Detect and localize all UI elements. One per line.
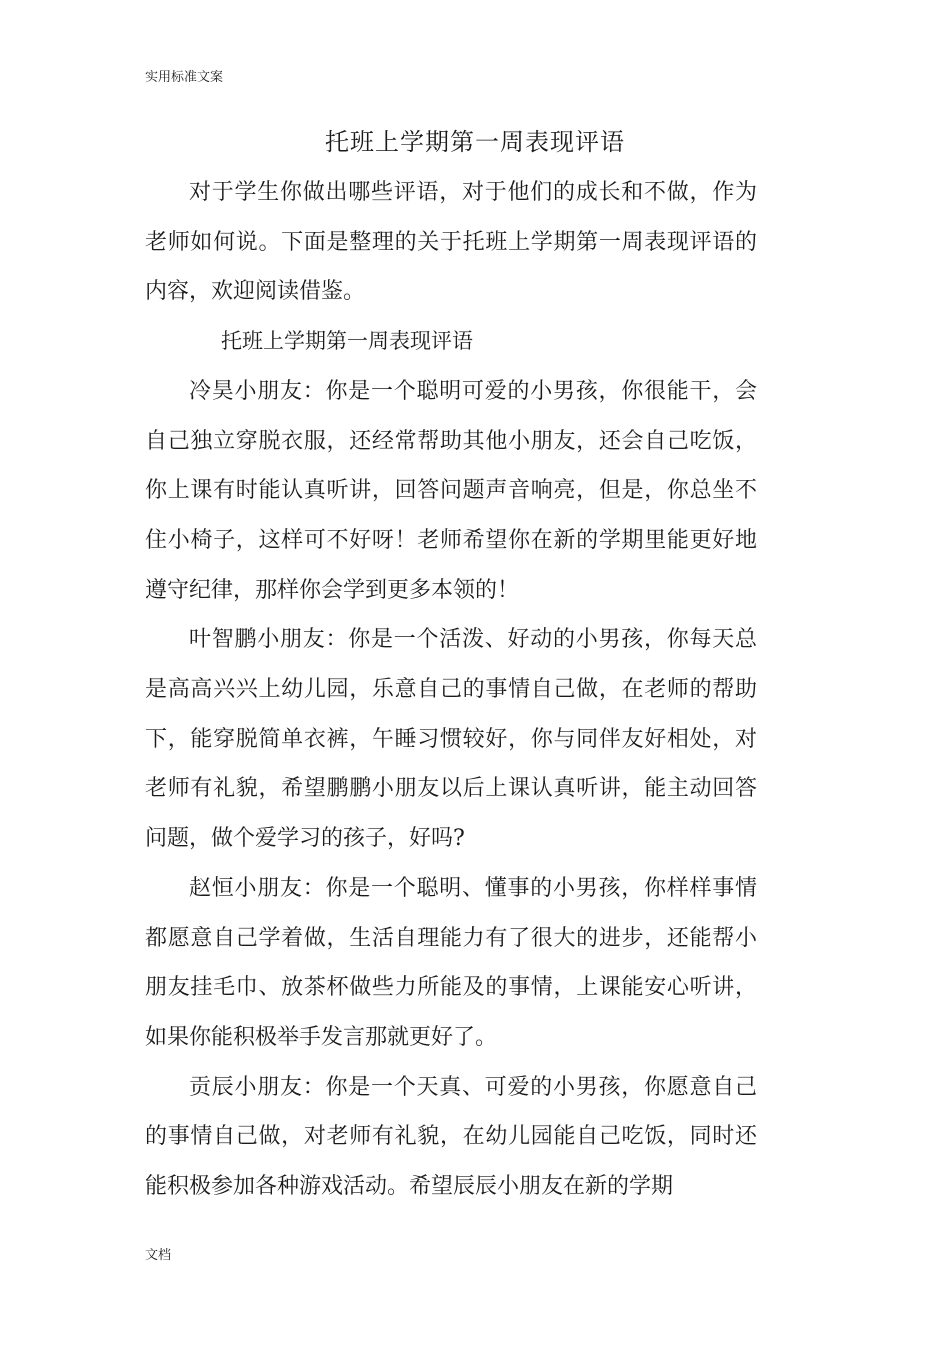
page-header: 实用标准文案 [145, 70, 224, 85]
comment-paragraph-4: 贡辰小朋友：你是一个天真、可爱的小男孩，你愿意自己的事情自己做，对老师有礼貌，在幼儿园能自己吃饭，同时还能积极参加各种游戏活动。希望辰辰小朋友在新的学期 [145, 1074, 757, 1200]
intro-paragraph: 对于学生你做出哪些评语，对于他们的成长和不做，作为老师如何说。下面是整理的关于托班上学期第一周表现评语的内容，欢迎阅读借鉴。 [145, 180, 757, 305]
document-body [145, 168, 757, 1212]
section-subheading: 托班上学期第一周表现评语 [221, 329, 473, 354]
document-title: 托班上学期第一周表现评语 [325, 128, 625, 156]
comment-paragraph-2: 叶智鹏小朋友：你是一个活泼、好动的小男孩，你每天总是高高兴兴上幼儿园，乐意自己的事情自己做，在老师的帮助下，能穿脱简单衣裤，午睡习惯较好，你与同伴友好相处，对老师有礼貌，希望鹏鹏小朋友以后上课认真听讲，能主动回答问题，做个爱学习的孩子，好吗? [145, 627, 757, 852]
comment-paragraph-3: 赵恒小朋友：你是一个聪明、懂事的小男孩，你样样事情都愿意自己学着做，生活自理能力有了很大的进步，还能帮小朋友挂毛巾、放茶杯做些力所能及的事情，上课能安心听讲，如果你能积极举手发言那就更好了。 [145, 875, 757, 1050]
page-footer: 文档 [145, 1248, 172, 1263]
comment-paragraph-1: 冷昊小朋友：你是一个聪明可爱的小男孩，你很能干，会自己独立穿脱衣服，还经常帮助其他小朋友，还会自己吃饭，你上课有时能认真听讲，回答问题声音响亮，但是，你总坐不住小椅子，这样可不好呀！老师希望你在新的学期里能更好地遵守纪律，那样你会学到更多本领的！ [145, 378, 757, 603]
